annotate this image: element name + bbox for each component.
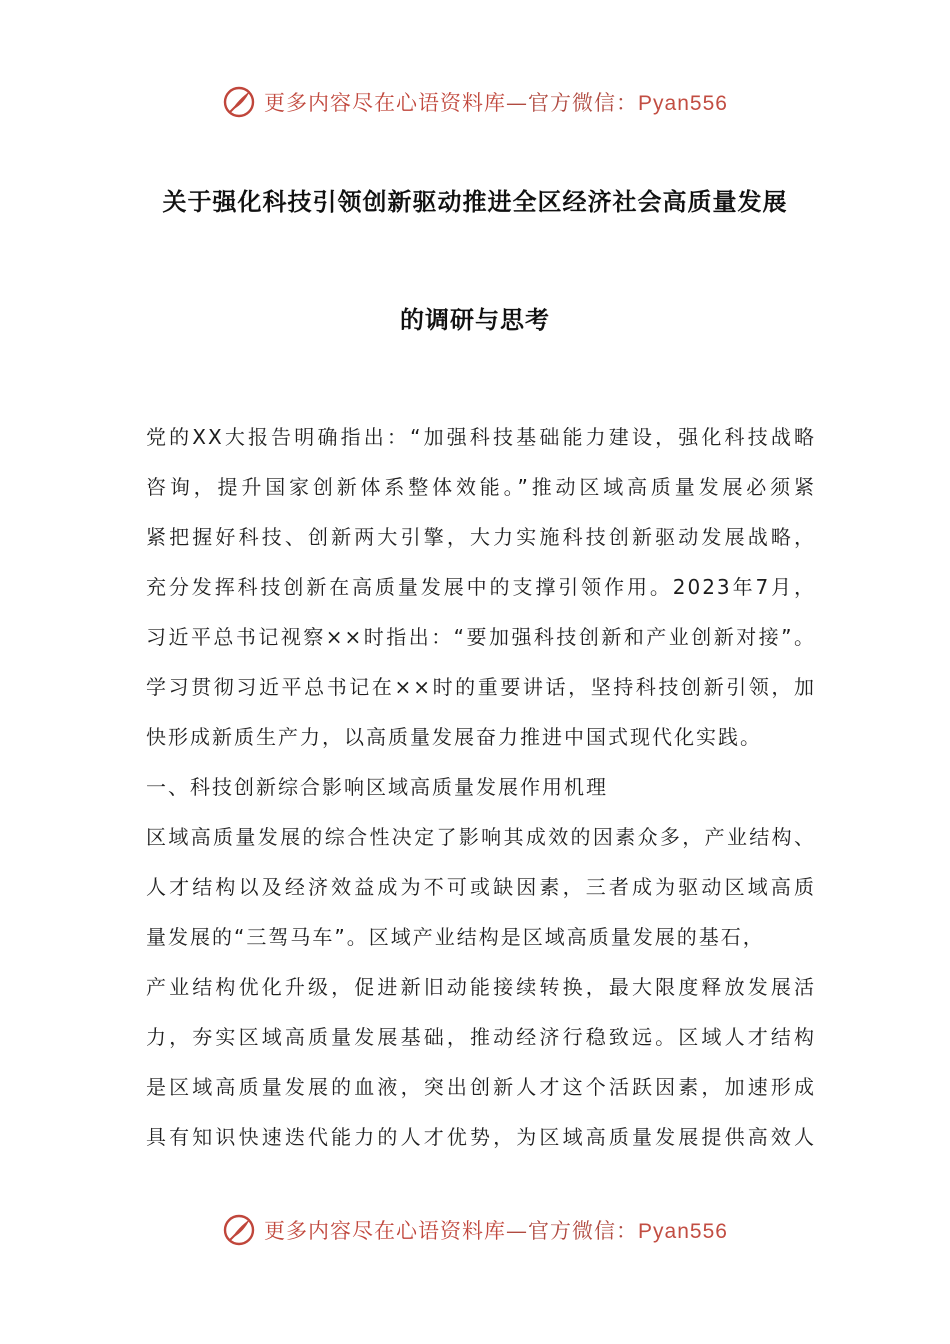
banner-promo-text: 更多内容尽在心语资料库 — [264, 1219, 507, 1243]
document-title-line-1: 关于强化科技引领创新驱动推进全区经济社会高质量发展 — [162, 188, 788, 216]
banner-official-label: —官方微信： — [506, 1219, 639, 1243]
body-line: 产业结构优化升级，促进新旧动能接续转换，最大限度释放发展活 — [146, 975, 816, 999]
banner-promo-text: 更多内容尽在心语资料库 — [264, 91, 507, 115]
body-line: 快形成新质生产力，以高质量发展奋力推进中国式现代化实践。 — [146, 725, 762, 749]
body-line: 紧把握好科技、创新两大引擎，大力实施科技创新驱动发展战略， — [146, 525, 816, 549]
body-line: 量发展的“三驾马车”。区域产业结构是区域高质量发展的基石， — [146, 925, 765, 949]
document-body — [146, 412, 816, 1162]
section-heading: 一、科技创新综合影响区域高质量发展作用机理 — [146, 775, 608, 799]
body-line: 咨询，提升国家创新体系整体效能。”推动区域高质量发展必须紧 — [146, 475, 816, 499]
banner-text — [264, 1215, 728, 1245]
body-line: 学习贯彻习近平总书记在××时的重要讲话，坚持科技创新引领，加 — [146, 675, 816, 699]
banner-official-label: —官方微信： — [506, 91, 639, 115]
body-line: 具有知识快速迭代能力的人才优势，为区域高质量发展提供高效人 — [146, 1125, 816, 1149]
quill-logo-icon — [222, 1213, 256, 1247]
body-line: 是区域高质量发展的血液，突出创新人才这个活跃因素，加速形成 — [146, 1075, 816, 1099]
body-line: 人才结构以及经济效益成为不可或缺因素，三者成为驱动区域高质 — [146, 875, 816, 899]
body-line: 党的XX大报告明确指出：“加强科技基础能力建设，强化科技战略 — [146, 425, 816, 449]
body-line: 力，夯实区域高质量发展基础，推动经济行稳致远。区域人才结构 — [146, 1025, 816, 1049]
header-banner — [0, 80, 950, 124]
body-line: 区域高质量发展的综合性决定了影响其成效的因素众多，产业结构、 — [146, 825, 816, 849]
footer-banner — [0, 1208, 950, 1252]
document-title-line-2: 的调研与思考 — [400, 306, 550, 334]
quill-logo-icon — [222, 85, 256, 119]
banner-text — [264, 87, 728, 117]
body-line: 习近平总书记视察××时指出：“要加强科技创新和产业创新对接”。 — [146, 625, 816, 649]
body-line: 充分发挥科技创新在高质量发展中的支撑引领作用。2023年7月， — [146, 575, 816, 599]
banner-wechat-account: Pyan556 — [638, 92, 728, 115]
banner-wechat-account: Pyan556 — [638, 1220, 728, 1243]
